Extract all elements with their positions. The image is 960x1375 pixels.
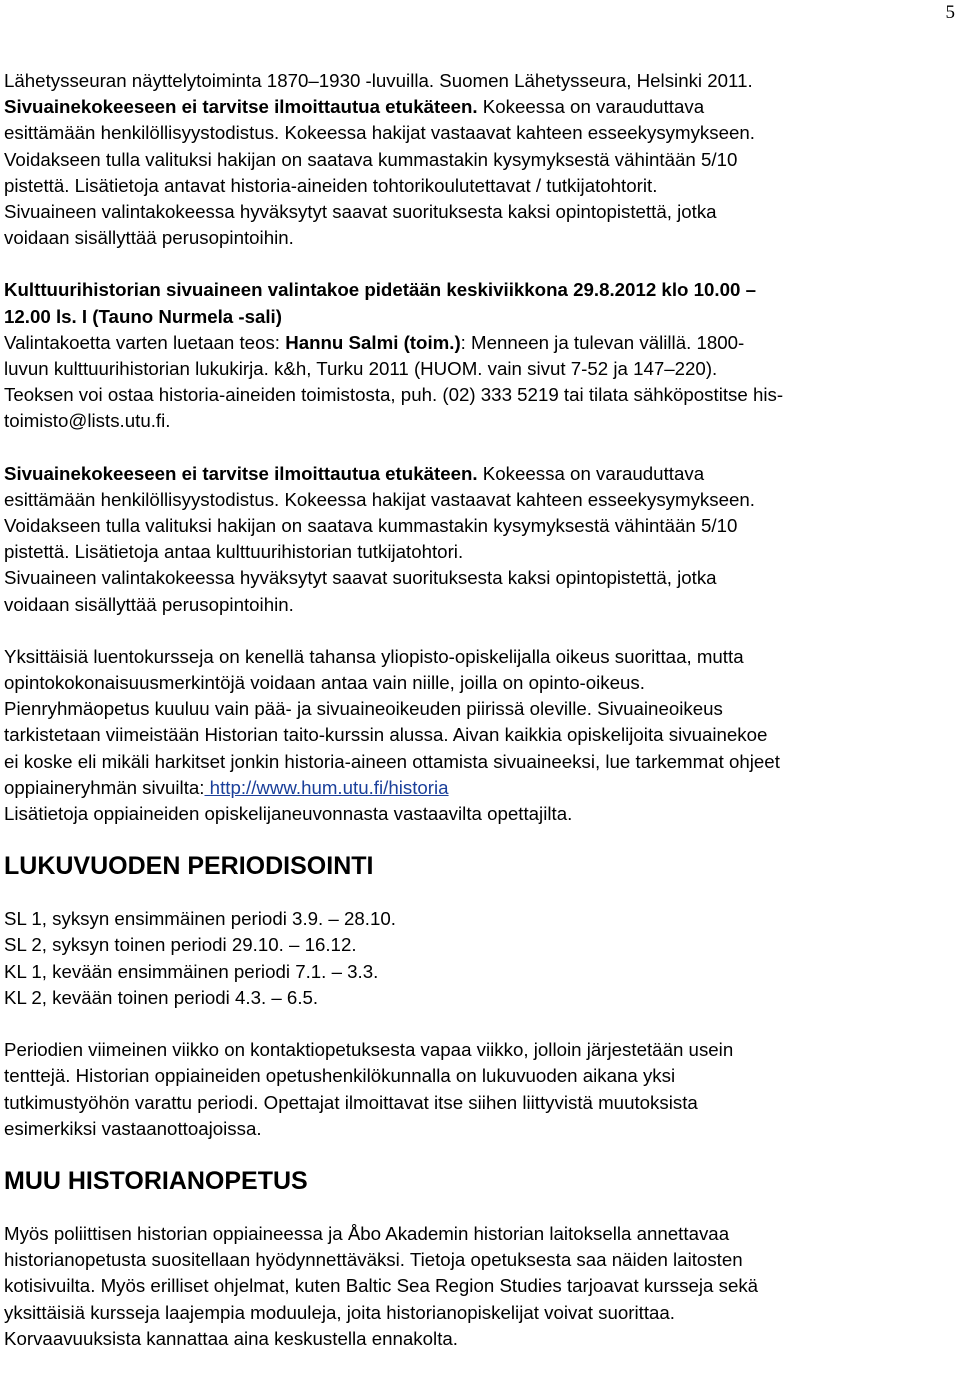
text-line: Sivuaineen valintakokeessa hyväksytyt saavat suorituksesta kaksi opintopistettä, jotka bbox=[4, 567, 717, 589]
text-line: Periodien viimeinen viikko on kontaktiopetuksesta vapaa viikko, jolloin järjestetään usein bbox=[4, 1039, 734, 1061]
text-line bbox=[4, 94, 954, 120]
bold-text: Hannu Salmi (toim.) bbox=[285, 331, 461, 353]
text-line: voidaan sisällyttää perusopintoihin. bbox=[4, 593, 294, 615]
text-line: Lähetysseuran näyttelytoiminta 1870–1930 -luvuilla. Suomen Lähetysseura, Helsinki 2011. bbox=[4, 70, 753, 91]
period-item: KL 1, kevään ensimmäinen periodi 7.1. – 3.3. bbox=[4, 960, 379, 982]
text-line: Myös poliittisen historian oppiaineessa ja Åbo Akademin historian laitoksella annettavaa bbox=[4, 1222, 730, 1244]
text-line: luvun kulttuurihistorian lukukirja. k&h, Turku 2011 (HUOM. vain sivut 7-52 ja 147–220). bbox=[4, 358, 718, 380]
period-notes-paragraph bbox=[4, 1037, 954, 1142]
text-line: Lisätietoja oppiaineiden opiskelijaneuvonnasta vastaavilta opettajilta. bbox=[4, 803, 573, 825]
text-line: tutkimustyöhön varattu periodi. Opettajat ilmoittavat itse siihen liittyvistä muutoksista bbox=[4, 1091, 698, 1113]
period-item: SL 1, syksyn ensimmäinen periodi 3.9. – 28.10. bbox=[4, 908, 396, 930]
bold-text: Sivuainekokeeseen ei tarvitse ilmoittautua etukäteen. bbox=[4, 96, 478, 118]
page-number: 5 bbox=[945, 2, 955, 23]
text-line bbox=[4, 330, 954, 356]
text-line: tenttejä. Historian oppiaineiden opetushenkilökunnalla on lukuvuoden aikana yksi bbox=[4, 1065, 676, 1087]
text-line: esittämään henkilöllisyystodistus. Kokeessa hakijat vastaavat kahteen esseekysymykseen. bbox=[4, 488, 755, 510]
text: Kokeessa on varauduttava bbox=[477, 462, 705, 484]
text: oppiaineryhmän sivuilta: bbox=[4, 776, 205, 798]
text-line: esimerkiksi vastaanottoajoissa. bbox=[4, 1117, 262, 1139]
text-line: esittämään henkilöllisyystodistus. Kokeessa hakijat vastaavat kahteen esseekysymykseen. bbox=[4, 122, 755, 144]
text-line: toimisto@lists.utu.fi. bbox=[4, 410, 171, 432]
text-line: pistettä. Lisätietoja antaa kulttuurihistorian tutkijatohtori. bbox=[4, 541, 464, 563]
text-line bbox=[4, 775, 954, 801]
period-item: KL 2, kevään toinen periodi 4.3. – 6.5. bbox=[4, 986, 319, 1008]
text-line: Korvaavuuksista kannattaa aina keskustella ennakolta. bbox=[4, 1327, 458, 1349]
muu-historianopetus-heading: MUU HISTORIANOPETUS bbox=[4, 1166, 308, 1195]
periodisointi-heading: LUKUVUODEN PERIODISOINTI bbox=[4, 852, 374, 881]
bold-text: Sivuainekokeeseen ei tarvitse ilmoittautua etukäteen. bbox=[4, 462, 478, 484]
other-teaching-paragraph bbox=[4, 1221, 954, 1352]
text-line: yksittäisiä kursseja laajempia moduuleja, joita historianopiskelijat voivat suorittaa. bbox=[4, 1301, 675, 1323]
text-line: Teoksen voi ostaa historia-aineiden toimistosta, puh. (02) 333 5219 tai tilata sähköpostitse his- bbox=[4, 384, 784, 406]
courses-info-section bbox=[4, 644, 954, 827]
history-website-link[interactable]: http://www.hum.utu.fi/historia bbox=[204, 776, 449, 798]
text-line: Sivuaineen valintakokeessa hyväksytyt saavat suorituksesta kaksi opintopistettä, jotka bbox=[4, 201, 717, 223]
text: Kokeessa on varauduttava bbox=[477, 96, 705, 118]
text-line: 12.00 ls. I (Tauno Nurmela -sali) bbox=[4, 305, 282, 327]
text-line: historianopetusta suositellaan hyödynnettäväksi. Tietoja opetuksesta saa näiden laitosten bbox=[4, 1249, 743, 1271]
text-line: ei koske eli mikäli harkitset jonkin historia-aineen ottamista sivuaineeksi, lue tarkemmat ohjeet bbox=[4, 750, 780, 772]
text: Valintakoetta varten luetaan teos: bbox=[4, 331, 286, 353]
text-line: pistettä. Lisätietoja antavat historia-aineiden tohtorikoulutettavat / tutkijatohtorit. bbox=[4, 174, 658, 196]
text-line: Voidakseen tulla valituksi hakijan on saatava kummastakin kysymyksestä vähintään 5/10 bbox=[4, 148, 738, 170]
text-line: Pienryhmäopetus kuuluu vain pää- ja sivuaineoikeuden piirissä oleville. Sivuaineoikeus bbox=[4, 698, 723, 720]
period-item: SL 2, syksyn toinen periodi 29.10. – 16.12. bbox=[4, 934, 357, 956]
text-line: kotisivuilta. Myös erilliset ohjelmat, kuten Baltic Sea Region Studies tarjoavat kursseja sekä bbox=[4, 1275, 759, 1297]
text-line: Kulttuurihistorian sivuaineen valintakoe pidetään keskiviikkona 29.8.2012 klo 10.00 – bbox=[4, 279, 756, 301]
text-line bbox=[4, 461, 954, 487]
period-list bbox=[4, 906, 954, 1011]
text: : Menneen ja tulevan välillä. 1800- bbox=[460, 331, 745, 353]
registration-info-section bbox=[4, 461, 954, 618]
text-line: voidaan sisällyttää perusopintoihin. bbox=[4, 227, 294, 249]
document-body bbox=[4, 68, 954, 1352]
text-line: tarkistetaan viimeistään Historian taito-kurssin alussa. Aivan kaikkia opiskelijoita sivuainekoe bbox=[4, 724, 768, 746]
cultural-history-exam-section bbox=[4, 277, 954, 434]
text-line: Voidakseen tulla valituksi hakijan on saatava kummastakin kysymyksestä vähintään 5/10 bbox=[4, 515, 738, 537]
text-line: Yksittäisiä luentokursseja on kenellä tahansa yliopisto-opiskelijalla oikeus suorittaa, mutta bbox=[4, 645, 744, 667]
text-line: opintokokonaisuusmerkintöjä voidaan antaa vain niille, joilla on opinto-oikeus. bbox=[4, 672, 645, 694]
exam-info-section bbox=[4, 68, 954, 251]
